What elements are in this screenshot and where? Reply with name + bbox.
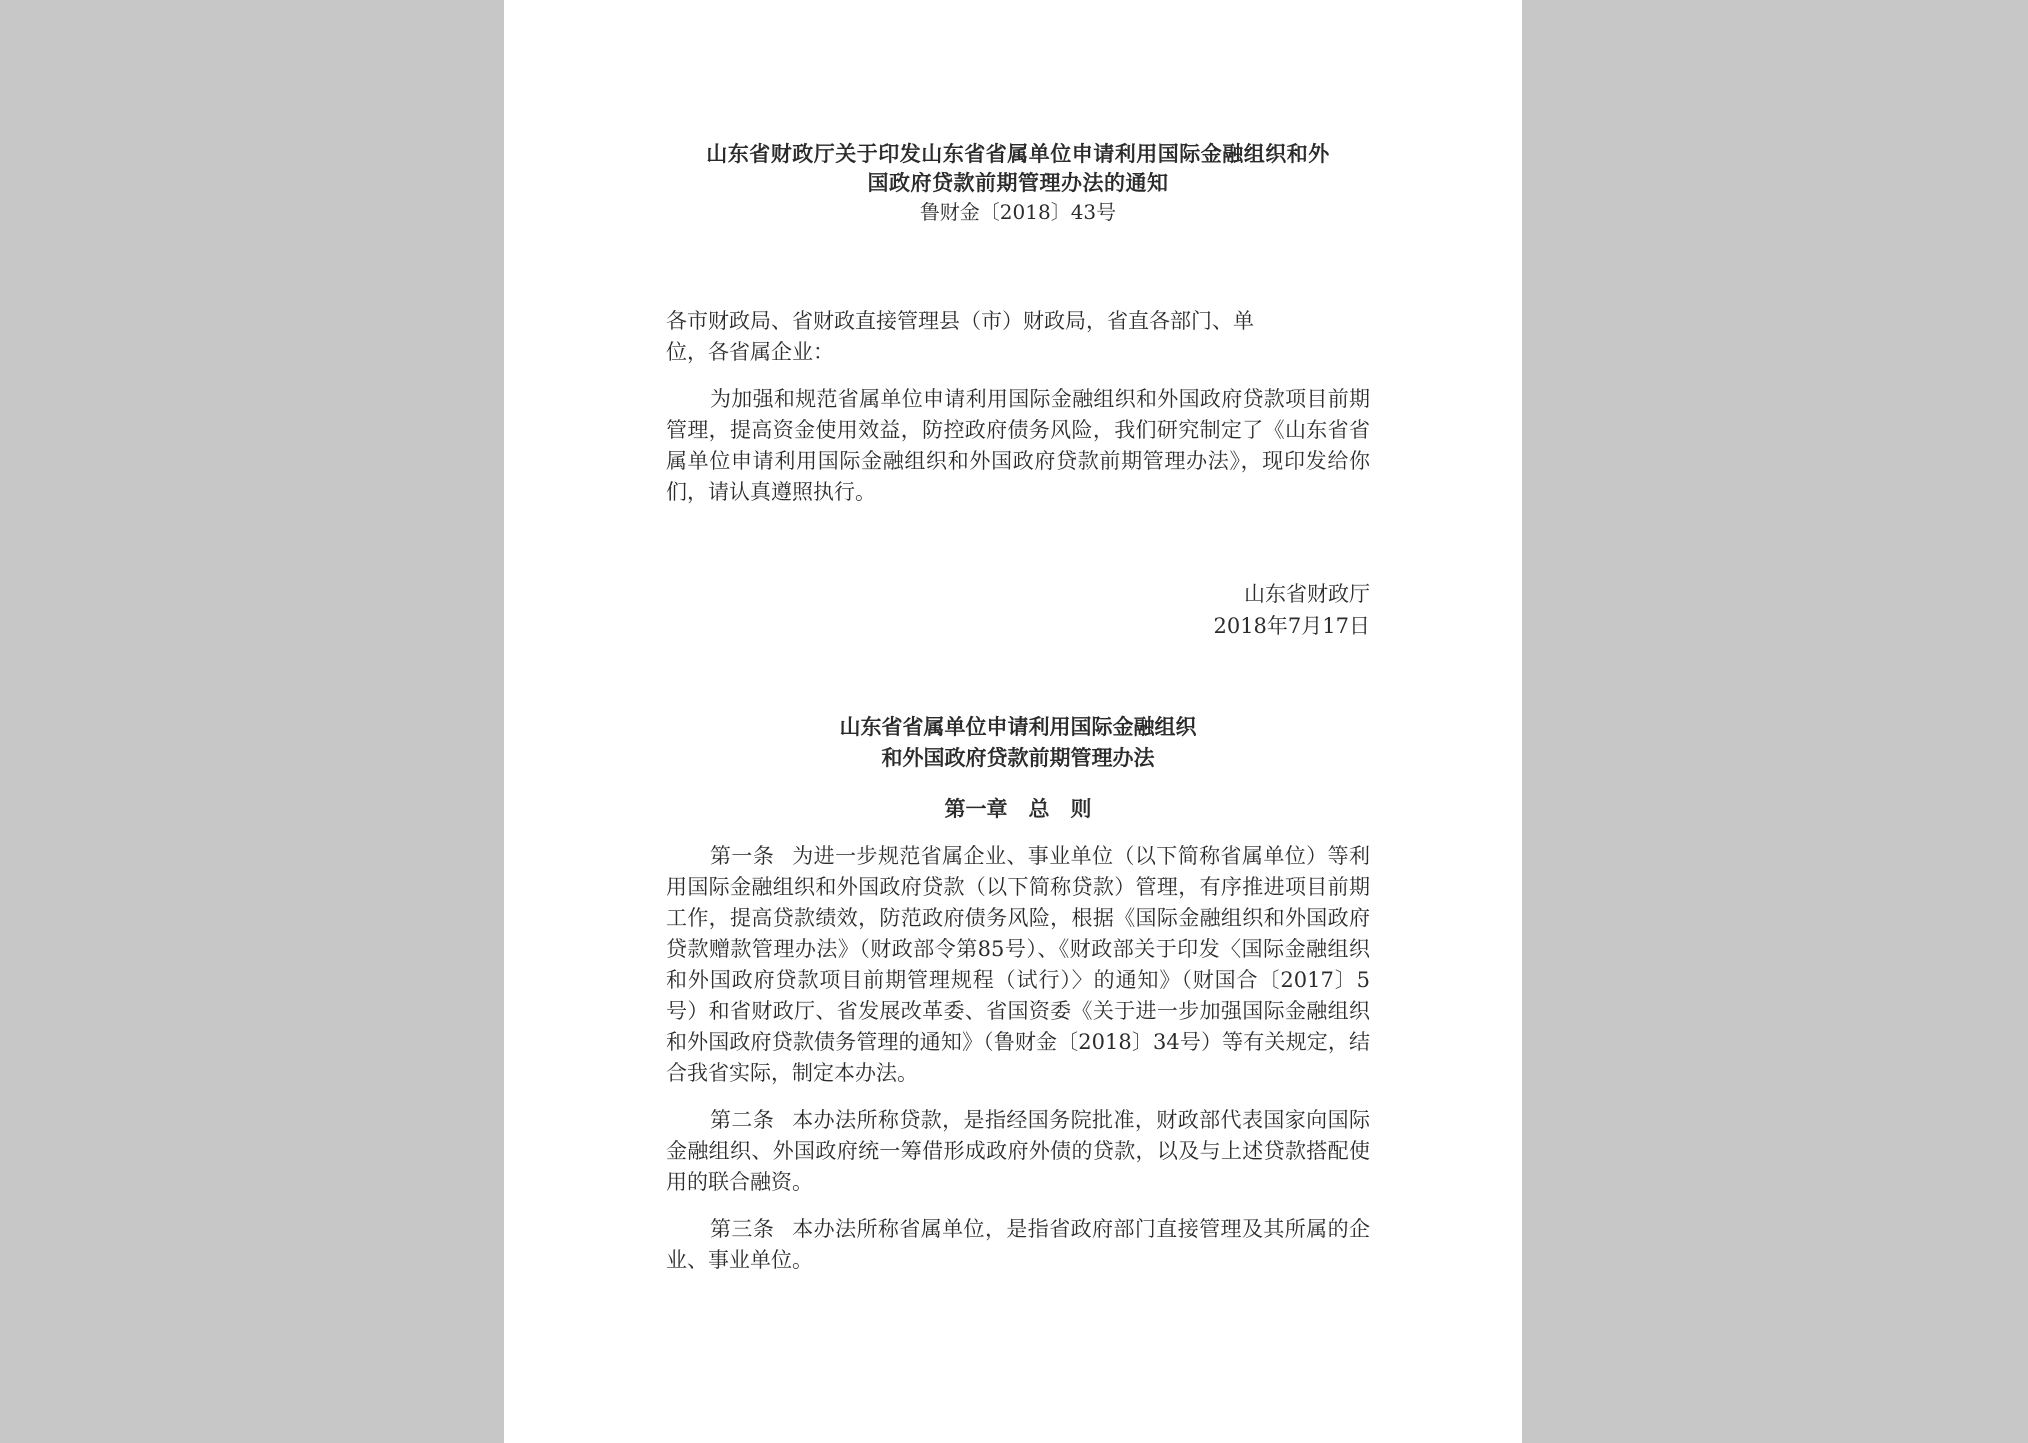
notice-body: 为加强和规范省属单位申请利用国际金融组织和外国政府贷款项目前期管理，提高资金使用效益，防控政府债务风险，我们研究制定了《山东省省属单位申请利用国际金融组织和外国政府贷款前期管理办法》，现印发给你们，请认真遵照执行。 xyxy=(666,387,1370,504)
signature-date: 2018年7月17日 xyxy=(1213,614,1370,638)
notice-title-line-1: 山东省财政厅关于印发山东省省属单位申请利用国际金融组织和外 xyxy=(706,142,1330,166)
article-3-label: 第三条 xyxy=(710,1217,775,1241)
article-2-text: 本办法所称贷款，是指经国务院批准，财政部代表国家向国际金融组织、外国政府统一筹借形成政府外债的贷款，以及与上述贷款搭配使用的联合融资。 xyxy=(666,1108,1371,1194)
article-2 xyxy=(666,1105,1370,1198)
article-1-text: 为进一步规范省属企业、事业单位（以下简称省属单位）等利用国际金融组织和外国政府贷款（以下简称贷款）管理，有序推进项目前期工作，提高贷款绩效，防范政府债务风险，根据《国际金融组织和外国政府贷款赠款管理办法》（财政部令第85号）、《财政部关于印发〈国际金融组织和外国政府贷款项目前期管理规程（试行）〉的通知》（财国合〔2017〕5号）和省财政厅、省发展改革委、省国资委《关于进一步加强国际金融组织和外国政府贷款债务管理的通知》（鲁财金〔2018〕34号）等有关规定，结合我省实际，制定本办法。 xyxy=(666,844,1371,1085)
article-1 xyxy=(666,841,1370,1089)
notice-recipients xyxy=(666,306,1370,368)
document-number: 鲁财金〔2018〕43号 xyxy=(919,200,1117,224)
article-3 xyxy=(666,1214,1370,1276)
recipients-line-2: 位，各省属企业： xyxy=(666,340,834,364)
recipients-line-1: 各市财政局、省财政直接管理县（市）财政局，省直各部门、单 xyxy=(666,309,1254,333)
notice-signature xyxy=(666,578,1370,642)
measures-title xyxy=(666,712,1370,774)
chapter-heading: 第一章 总 则 xyxy=(944,797,1092,821)
document-page xyxy=(504,0,1522,1443)
notice-title-line-2: 国政府贷款前期管理办法的通知 xyxy=(867,171,1169,195)
measures-title-line-2: 和外国政府贷款前期管理办法 xyxy=(881,746,1155,770)
article-1-label: 第一条 xyxy=(710,844,775,868)
measures-title-line-1: 山东省省属单位申请利用国际金融组织 xyxy=(839,715,1197,739)
page-content xyxy=(666,140,1370,1292)
notice-title xyxy=(666,140,1370,198)
signature-organization: 山东省财政厅 xyxy=(1244,582,1370,606)
article-3-text: 本办法所称省属单位，是指省政府部门直接管理及其所属的企业、事业单位。 xyxy=(666,1217,1371,1272)
article-2-label: 第二条 xyxy=(710,1108,775,1132)
